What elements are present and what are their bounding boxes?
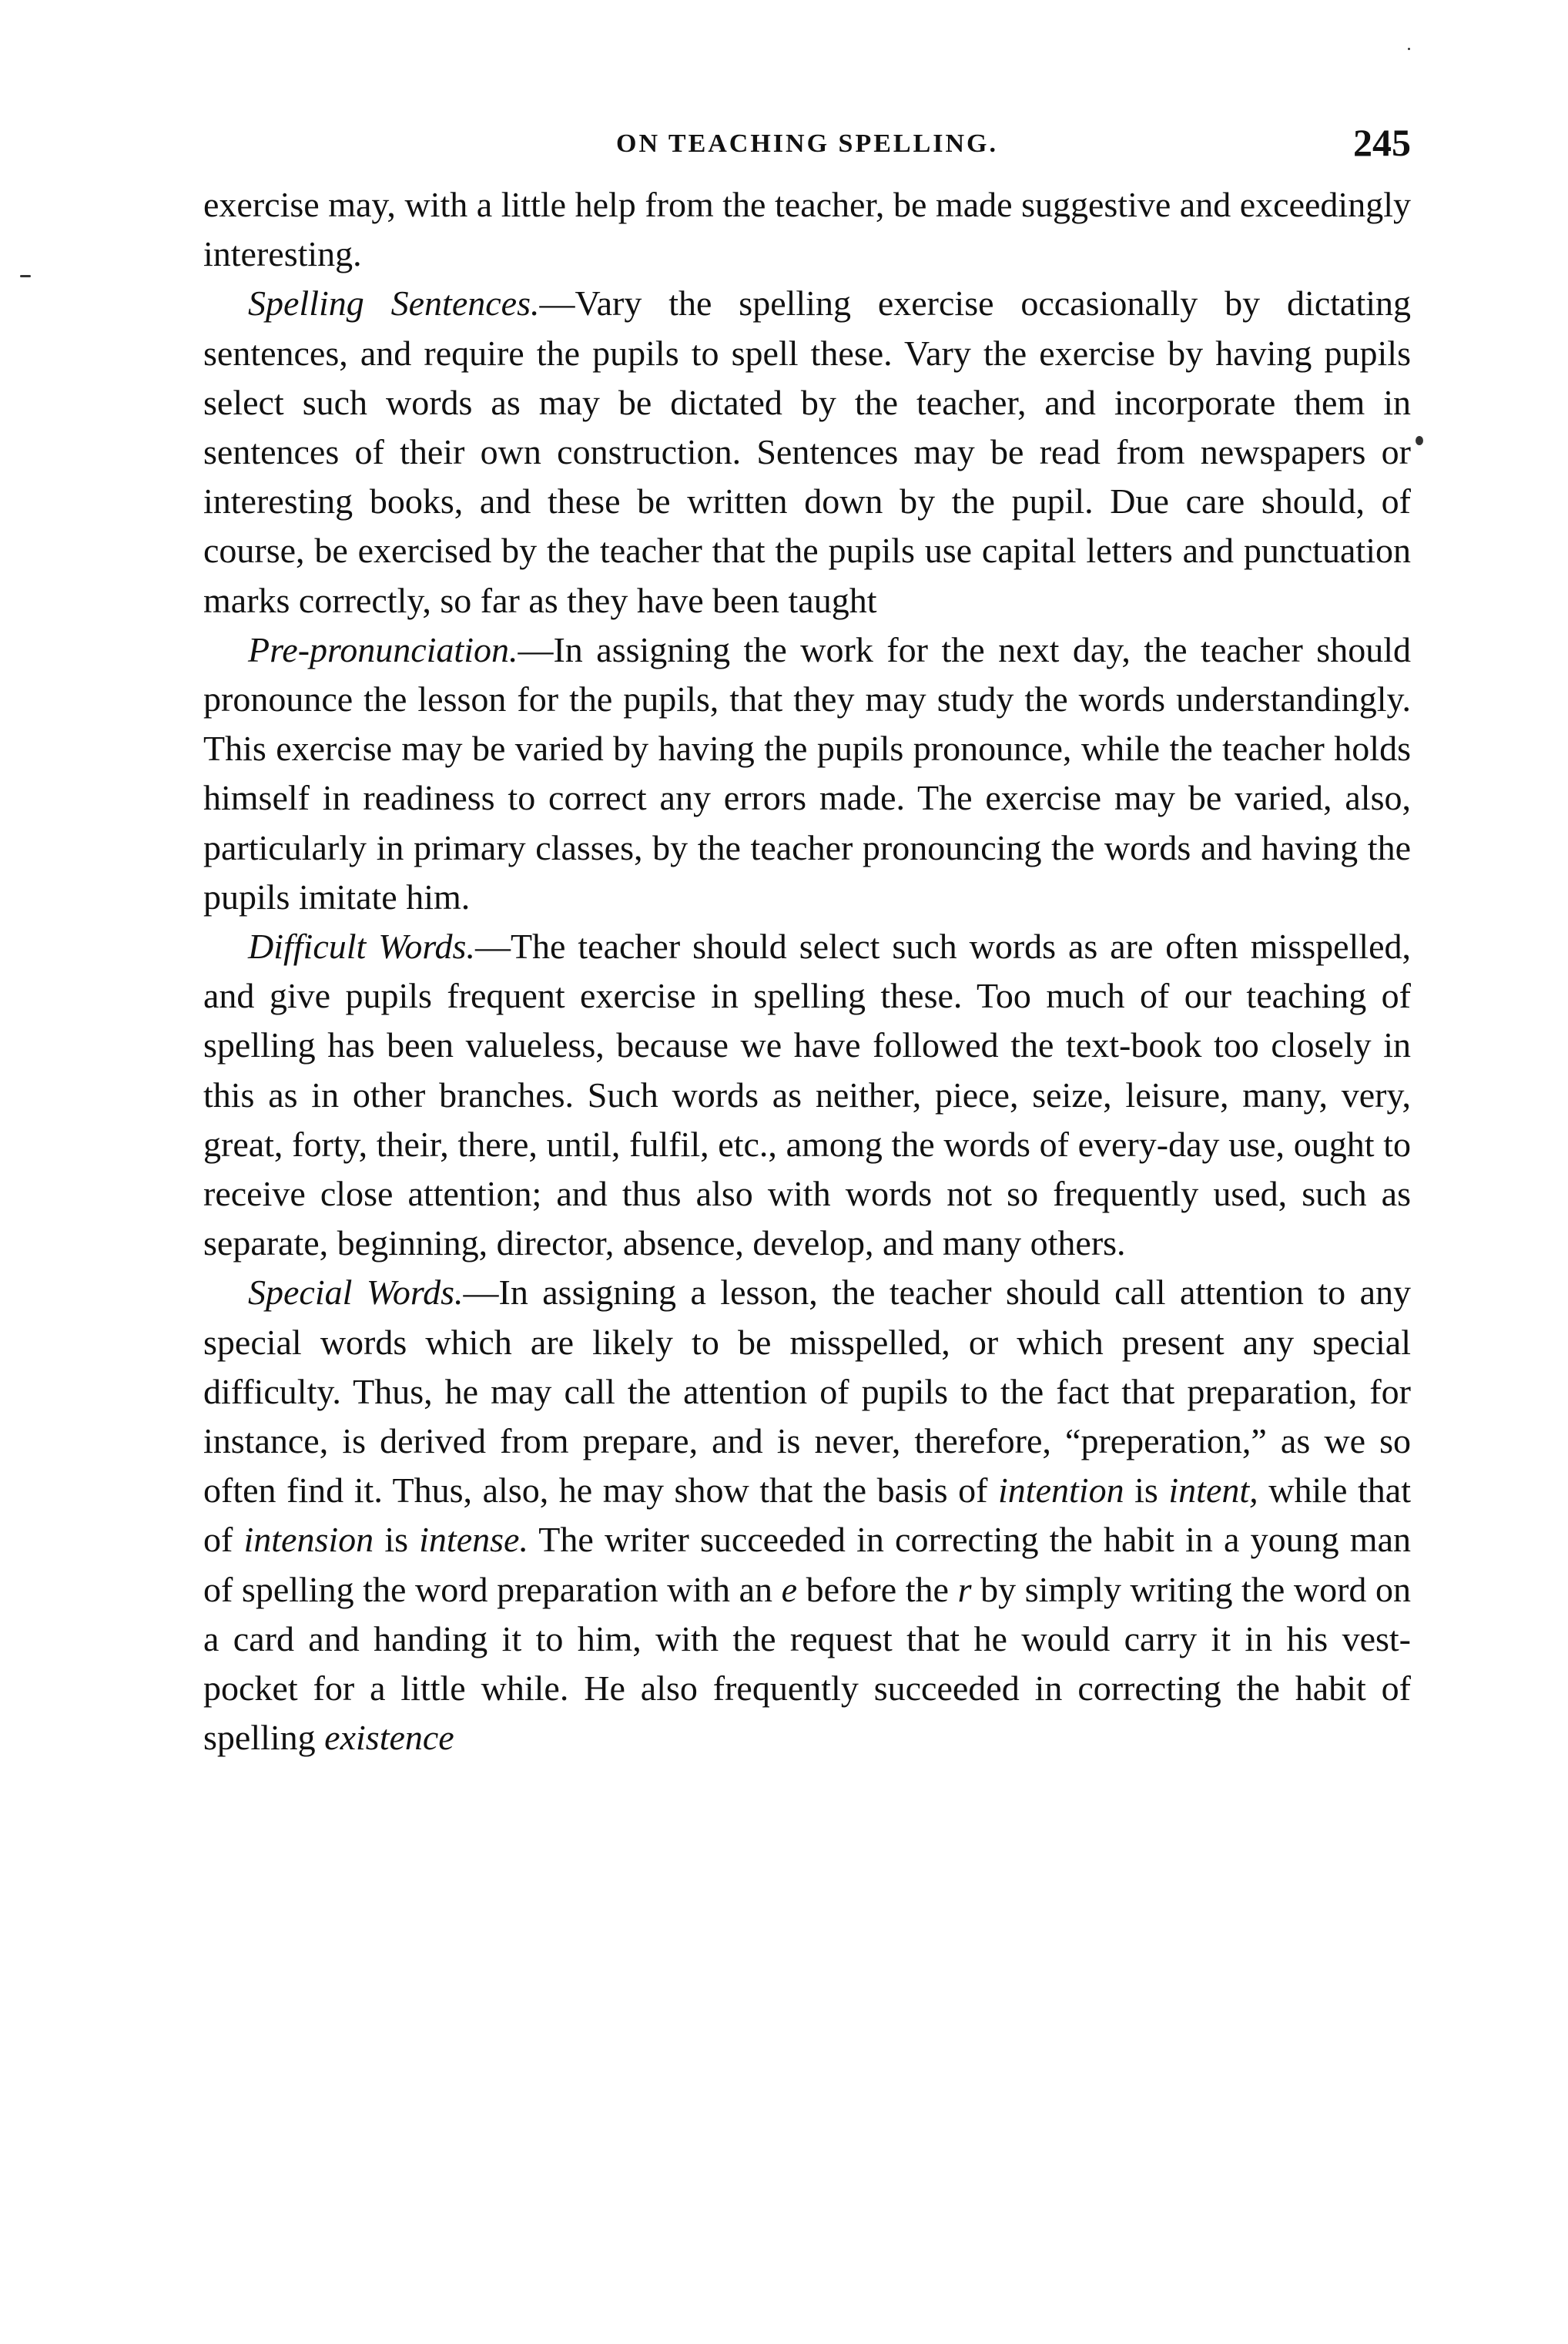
- italic-word: existence: [324, 1718, 454, 1758]
- page-number: 245: [1353, 121, 1411, 164]
- scan-speck: [1408, 48, 1410, 50]
- text-segment: The writer succeeded in correcting the habit in a young man of spelling the word preparation with an: [203, 1520, 1411, 1609]
- paragraph-text: —In assigning the work for the next day, the teacher should pronounce the lesson for the pupils, that they may study the words understandingly. This exercise may be varied by having the pupils pronounce, while the teacher holds himself in readiness to correct any errors made. The exercise may be varied, also, particularly in primary classes, by the teacher pronouncing the words and having the pupils imitate him.: [203, 629, 1411, 917]
- scan-speck: [1416, 436, 1423, 445]
- text-segment: is: [1124, 1470, 1169, 1511]
- text-segment: is: [374, 1520, 420, 1560]
- section-heading: Special Words.: [248, 1273, 464, 1313]
- book-page: [203, 116, 1411, 1763]
- text-segment: —In assigning a lesson, the teacher should call attention to any special words which are likely to be misspelled, or which present any special difficulty. Thus, he may call the attention of pupils to the fact that preparation, for instance, is derived from prepare, and is never, therefore, “preperation,” as we so often find it. Thus, also, he may show that the basis of: [203, 1273, 1411, 1511]
- italic-word: e: [781, 1569, 798, 1609]
- italic-word: intension: [243, 1520, 374, 1560]
- paragraph-special-words: [203, 1268, 1411, 1762]
- italic-word: intense.: [419, 1520, 528, 1560]
- running-head: [203, 116, 1411, 169]
- text-segment: before the: [797, 1569, 958, 1609]
- paragraph-text: exercise may, with a little help from the teacher, be made suggestive and exceedingly interesting.: [203, 185, 1411, 274]
- section-heading: Spelling Sentences.: [248, 283, 540, 324]
- scan-speck: [20, 275, 31, 277]
- paragraph-spelling-sentences: [203, 279, 1411, 625]
- section-heading: Difficult Words.: [248, 927, 475, 967]
- paragraph-text: —The teacher should select such words as are often misspelled, and give pupils frequent exercise in spelling these. Too much of our teaching of spelling has been valueless, because we have followed the text-book too closely in this as in other branches. Such words as neither, piece, seize, leisure, many, very, great, forty, their, there, until, fulfil, etc., among the words of every-day use, ought to receive close attention; and thus also with words not so frequently used, such as separate, beginning, director, absence, develop, and many others.: [203, 927, 1411, 1263]
- running-head-title: ON TEACHING SPELLING.: [616, 129, 998, 158]
- paragraph-text: —Vary the spelling exercise occasionally by dictating sentences, and require the pupils to spell these. Vary the exercise by having pupils select such words as may be dictated by the teacher, and incorporate them in sentences of their own construction. Sentences may be read from newspapers or interesting books, and these be written down by the pupil. Due care should, of course, be exercised by the teacher that the pupils use capital letters and punctuation marks correctly, so far as they have been taught: [203, 283, 1412, 620]
- italic-word: intent,: [1168, 1470, 1258, 1511]
- paragraph-text: [203, 1273, 1411, 1757]
- paragraph-difficult-words: [203, 922, 1411, 1268]
- text-segment: by simply writing the word on a card and handing it to him, with the request that he would carry it in his vest-pocket for a little while. He also frequently succeeded in correcting the habit of spelling: [203, 1569, 1412, 1758]
- paragraph-continuation: [203, 180, 1411, 279]
- text-segment: while that of: [203, 1470, 1411, 1560]
- body-text: [203, 180, 1411, 1763]
- italic-word: intention: [998, 1470, 1124, 1511]
- paragraph-pre-pronunciation: [203, 625, 1411, 922]
- section-heading: Pre-pronunciation.: [248, 629, 518, 669]
- italic-word: r: [957, 1569, 972, 1609]
